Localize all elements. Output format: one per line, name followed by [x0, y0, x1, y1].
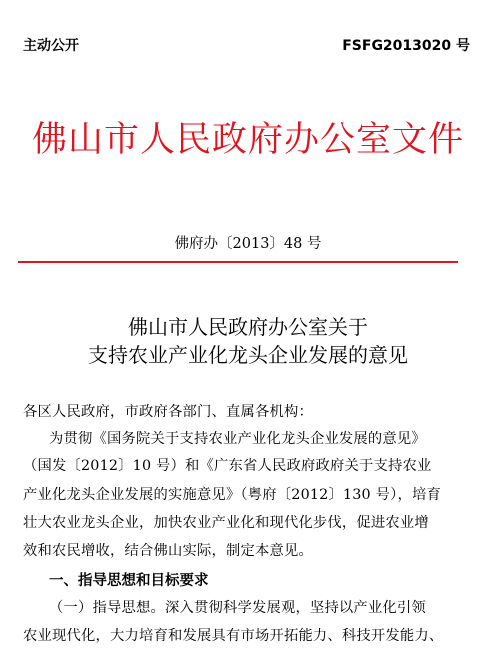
document-number: 佛府办〔2013〕48 号 — [174, 236, 322, 252]
body-line: （国发〔2012〕10 号）和《广东省人民政府政府关于支持农业 — [23, 458, 432, 474]
section-body-line: 农业现代化，大力培育和发展具有市场开拓能力、科技开发能力、 — [23, 628, 444, 644]
document-title-line-1: 佛山市人民政府办公室关于 — [128, 315, 368, 339]
body-line: 效和农民增收，结合佛山实际，制定本意见。 — [23, 543, 313, 559]
section-body-line: （一）指导思想。深入贯彻科学发展观，坚持以产业化引领 — [49, 600, 426, 616]
disclosure-label: 主动公开 — [23, 38, 79, 54]
masthead-title: 佛山市人民政府办公室文件 — [31, 120, 464, 160]
section-heading: 一、指导思想和目标要求 — [49, 573, 209, 589]
body-line: 为贯彻《国务院关于支持农业产业化龙头企业发展的意见》 — [49, 431, 426, 447]
body-line: 壮大农业龙头企业，加快农业产业化和现代化步伐，促进农业增 — [23, 515, 429, 531]
addressee-line: 各区人民政府，市政府各部门、直属各机构： — [23, 404, 313, 420]
body-line: 产业化龙头企业发展的实施意见》（粤府〔2012〕130 号），培育 — [23, 487, 441, 503]
red-divider-line — [18, 261, 458, 263]
document-code: FSFG2013020 号 — [342, 38, 470, 54]
document-title-line-2: 支持农业产业化龙头企业发展的意见 — [88, 343, 408, 367]
